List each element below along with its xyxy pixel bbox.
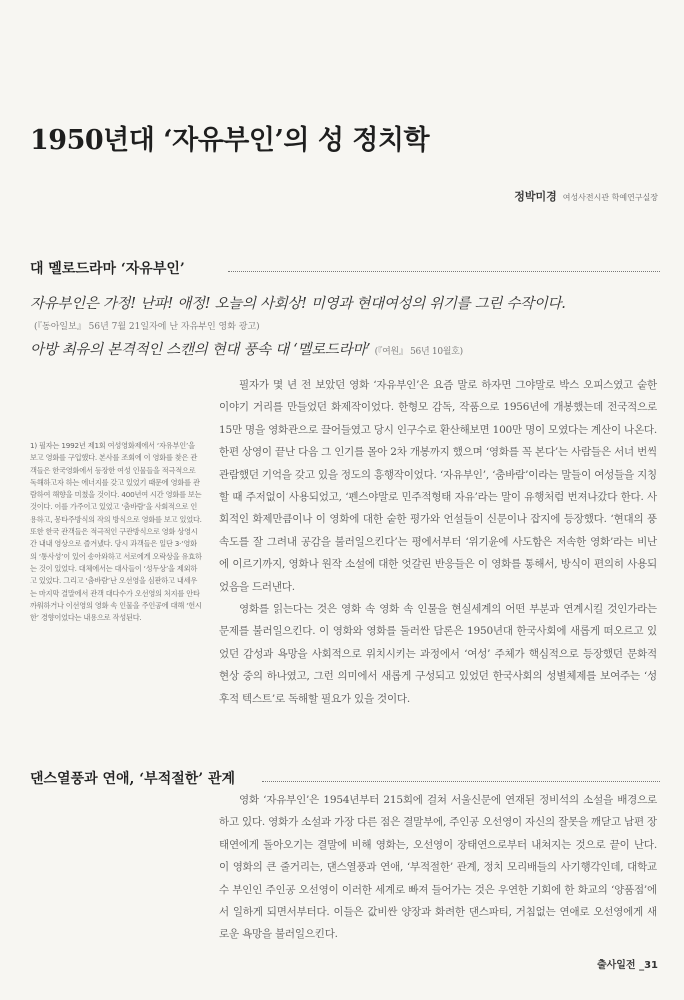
section-divider: [228, 271, 660, 272]
quote-magazine-text: 아방 최유의 본격적인 스캔의 현대 풍속 대 ‘멜로드라마’: [30, 342, 371, 358]
body-paragraph: 영화 ‘자유부인’은 1954년부터 215회에 걸쳐 서울신문에 연재된 정비석의 소설을 배경으로 하고 있다. 영화가 소설과 가장 다른 점은 결말부에, 주인공 오선영이 자신의 잘못을 깨닫고 남편 장태연에게 돌아오기는 결말에 비해 영화는, 오선영이 장태연으로부터 내쳐지는 것으로 끝이 난다. 이 영화의 큰 줄거리는, 댄스열풍과 연애, ‘부적절한’ 관계, 정치 모리배들의 사기행각인데, 대학교수 부인인 주인공 오선영이 이러한 세계로 빠져 들어가는 것은 우연한 기회에 한 화교의 ‘양품점’에서 일하게 되면서부터다. 이들은 값비싼 양장과 화려한 댄스파티, 거침없는 연애로 오선영에게 새로운 욕망을 불러일으킨다.: [219, 794, 657, 941]
quote-magazine-source: (『여원』 56년 10월호): [374, 347, 463, 357]
body-paragraph: 영화를 읽는다는 것은 영화 속 영화 속 인물을 현실세계의 어떤 부분과 연계시킬 것인가라는 문제를 불러일으킨다. 이 영화와 영화를 둘러싼 담론은 1950년대 한국사회에 새롭게 떠오르고 있었던 감성과 욕망을 사회적으로 위치시키는 과정에서 ‘여성’ 주체가 핵심적으로 등장했던 문화적 현상 중의 하나였고, 그런 의미에서 새롭게 구성되고 있었던 한국사회의 성별체제를 보여주는 ‘성후적 텍스트’로 독해할 필요가 있을 것이다.: [219, 603, 657, 705]
author-role: 여성사전시관 학예연구실장: [562, 193, 658, 202]
section1-body: [219, 374, 657, 710]
author-name: 정박미경: [514, 190, 557, 203]
footnote: 1) 필자는 1992년 제1회 여성영화제에서 ‘자유부인’을 보고 영화를 구입했다. 본사를 조회에 이 영화를 찾은 관객들은 한국영화에서 등장한 여성 인물들을 적극적으로 독해하고자 하는 에너지를 갖고 있었기 때문에 영화를 관람하여 해향을 미쳤을 것이다. 400년여 시간 영화를 보는 것이다. 이를 가주이고 있었고 ‘춤바람’을 사회적으로 인용하고, 몽타주방식의 작의 방식으로 영화를 보고 있었다. 또한 한국 관객들은 적극적인 구관방식으로 영화 상영시간 내내 영상으로 즐겨냈다. 당시 과객들은 일단 3·‘영화의 ‘통사성’이 있어 송아와하고 서로에게 오락상을 유효하는 것이 있었다. 대체에서는 대사들이 ‘성두상’을 제외하고 있었다. 그리고 ‘춤바람’난 오선영을 심판하고 내세우는 마지막 결말에서 관객 대다수가 오선영의 처지를 안타까워하거나 이선영의 영화 속 인물을 주인공에 대해 ‘헌시한’ 경향이었다는 내용으로 작성된다.: [30, 441, 202, 623]
section-heading-melodrama: 대 멜로드라마 ‘자유부인’: [30, 261, 185, 277]
author-byline: [420, 185, 658, 204]
page-number: 31: [644, 960, 658, 971]
quote-ad-source: (『동아일보』 56년 7월 21일자에 난 자유부인 영화 광고): [34, 322, 260, 332]
page-footer: 출사일전 _31: [596, 960, 658, 971]
section-heading-dance: 댄스열풍과 연애, ‘부적절한’ 관계: [30, 771, 236, 787]
body-paragraph: 필자가 몇 년 전 보았던 영화 ‘자유부인’은 요즘 말로 하자면 그야말로 박스 오피스였고 숱한 이야기 거리를 만들었던 화제작이었다. 한형모 감독, 작품으로 1956년에 개봉했는데 전국적으로 15만 명을 영화관으로 끌어들였고 당시 인구수로 환산해보면 100만 명이 모였다는 계산이 나온다. 한편 상영이 끝난 다음 그 인기를 몰아 2차 개봉까지 했으며 ‘영화를 꼭 본다’는 사람들은 서너 번씩 관람했던 기억을 갖고 있을 정도의 흥행작이었다. ‘자유부인’, ‘춤바람’이라는 말들이 여성들을 지칭할 때 주저없이 사용되었고, ‘펜스야말로 민주적형태 자유’라는 말이 유행처럼 번져나갔다 한다. 사회적인 화제만큼이나 이 영화에 대한 숱한 평가와 언설들이 신문이나 잡지에 등장했다. ‘현대의 풍속도를 잘 그려내 공감을 불러일으킨다’는 평에서부터 ‘위기윤에 사도함은 저속한 영화’라는 비난에 이르기까지, 영화나 원작 소설에 대한 엇갈린 반응들은 이 영화를 통해서, 방식이 편의히 사용되었음을 드러낸다.: [219, 379, 657, 593]
article-title: 1950년대 ‘자유부인’의 성 정치학: [30, 125, 430, 156]
magazine-name: 출사일전: [596, 960, 636, 971]
section2-body: [219, 789, 657, 946]
section-divider: [262, 781, 660, 782]
quote-magazine-line: [30, 338, 660, 359]
quote-ad-headline: 자유부인은 가정! 난파! 애정! 오늘의 사회상! 미영과 현대여성의 위기를 그린 수작이다.: [30, 296, 566, 312]
